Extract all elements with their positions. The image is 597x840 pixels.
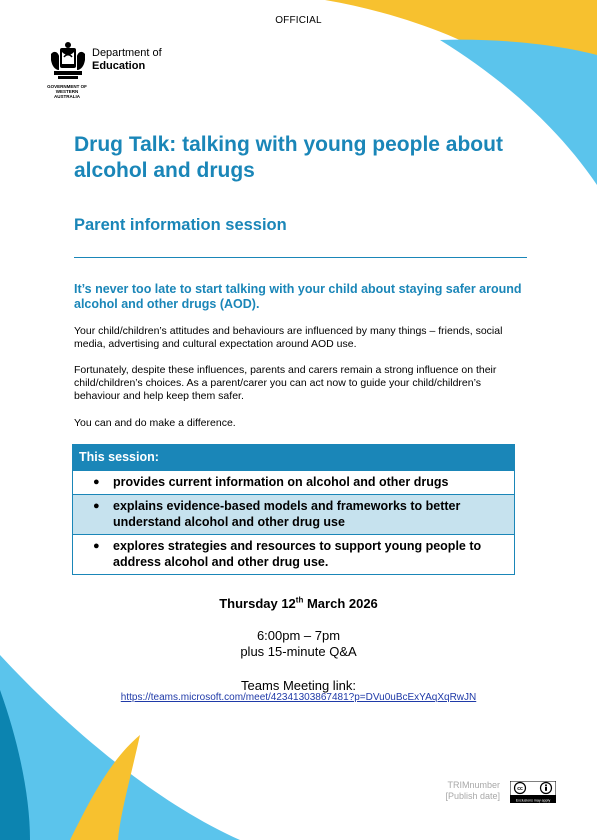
lead-statement: It’s never too late to start talking with your child about staying safer around alcohol and other drugs (AOD). [74, 282, 522, 311]
event-time: 6:00pm – 7pm plus 15-minute Q&A [240, 628, 357, 659]
svg-text:Exclusions may apply: Exclusions may apply [515, 798, 551, 803]
session-item: ● explains evidence-based models and frameworks to better understand alcohol and other drug use [73, 494, 514, 534]
bullet-icon: ● [93, 476, 100, 488]
teams-meeting-link[interactable]: https://teams.microsoft.com/meet/42341303867481?p=DVu0uBcExYAqXqRwJN [120, 692, 477, 703]
government-label: GOVERNMENT OF WESTERN AUSTRALIA [47, 84, 87, 99]
creative-commons-by-icon [510, 781, 556, 803]
document-meta: TRIMnumber [Publish date] [445, 780, 500, 801]
divider [74, 257, 527, 258]
document-subtitle: Parent information session [74, 216, 287, 234]
event-date: Thursday 12th March 2026 [219, 595, 378, 611]
license-badge [510, 781, 556, 803]
department-name: Department of Education [92, 47, 162, 72]
session-item: ● explores strategies and resources to support young people to address alcohol and other drug use. [73, 534, 514, 574]
session-heading: This session: [73, 445, 514, 470]
svg-text:cc: cc [517, 786, 523, 792]
paragraph-parents: Fortunately, despite these influences, parents and carers remain a strong influence on their child/children’s choices. As a parent/carer you can act now to guide your child/children’s behaviour and help keep them safer. [74, 364, 497, 402]
department-logo [46, 40, 181, 102]
teams-label: Teams Meeting link: [241, 678, 356, 693]
classification-label: OFFICIAL [275, 15, 322, 26]
session-table [72, 444, 515, 575]
paragraph-difference: You can and do make a difference. [74, 417, 236, 429]
paragraph-influences: Your child/children’s attitudes and behaviours are influenced by many things – friends, social media, advertising and cultural expectation around AOD use. [74, 325, 503, 350]
document-title: Drug Talk: talking with young people about alcohol and drugs [74, 133, 503, 182]
wa-coat-of-arms-icon [46, 40, 90, 84]
session-item: ● provides current information on alcohol and other drugs [73, 470, 514, 494]
bullet-icon: ● [93, 540, 100, 552]
bullet-icon: ● [93, 500, 100, 512]
